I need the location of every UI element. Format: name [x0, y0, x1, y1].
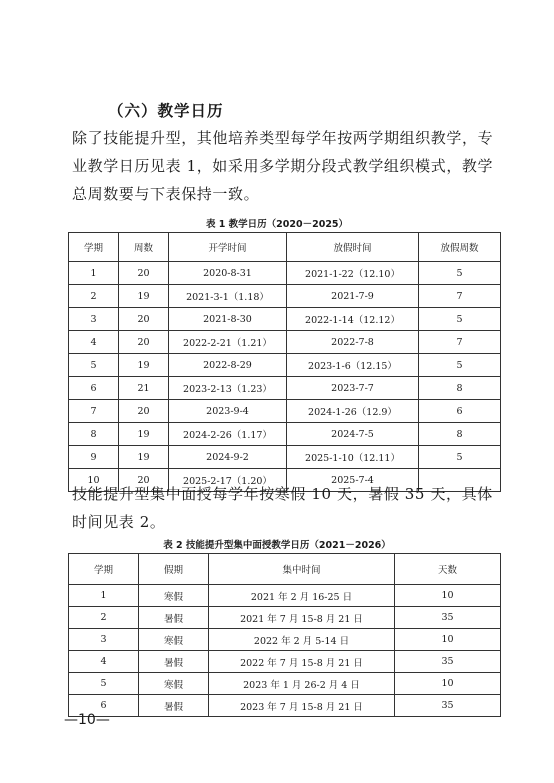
intro-paragraph: 除了技能提升型，其他培养类型每学年按两学期组织教学，专业教学日历见表 1，如采用多学期分段式教学组织模式，教学总周数要与下表保持一致。 [72, 129, 494, 203]
table-cell: 2023 年 7 月 15-8 月 21 日 [209, 695, 395, 717]
table-cell: 7 [419, 331, 501, 354]
table-cell: 35 [395, 607, 501, 629]
column-header: 周数 [119, 233, 169, 262]
table-cell: 2022 年 7 月 15-8 月 21 日 [209, 651, 395, 673]
table-cell: 35 [395, 695, 501, 717]
table-cell: 2021 年 2 月 16-25 日 [209, 585, 395, 607]
table-cell: 6 [419, 400, 501, 423]
table-cell: 2022-1-14（12.12） [287, 308, 419, 331]
table-cell: 10 [395, 585, 501, 607]
table-row [69, 607, 501, 629]
table-cell: 寒假 [139, 585, 209, 607]
teaching-calendar-table [68, 232, 501, 492]
table-cell: 4 [69, 331, 119, 354]
column-header: 放假周数 [419, 233, 501, 262]
skills-paragraph: 技能提升型集中面授每学年按寒假 10 天，暑假 35 天，具体时间见表 2。 [72, 485, 493, 531]
table-cell: 19 [119, 446, 169, 469]
page-number: —10— [64, 712, 110, 728]
table-cell: 3 [69, 629, 139, 651]
table-cell: 2023-9-4 [169, 400, 287, 423]
table-cell: 寒假 [139, 673, 209, 695]
table-cell: 2024-7-5 [287, 423, 419, 446]
column-header: 放假时间 [287, 233, 419, 262]
table-row [69, 400, 501, 423]
table-cell: 10 [69, 469, 119, 492]
table-cell: 2021-1-22（12.10） [287, 262, 419, 285]
column-header: 开学时间 [169, 233, 287, 262]
table2-caption: 表 2 技能提升型集中面授教学日历（2021－2026） [163, 540, 391, 551]
table-cell: 2023 年 1 月 26-2 月 4 日 [209, 673, 395, 695]
intensive-calendar-table [68, 553, 501, 717]
table-cell: 20 [119, 400, 169, 423]
table-cell: 1 [69, 262, 119, 285]
table-cell: 2024-1-26（12.9） [287, 400, 419, 423]
column-header: 天数 [395, 554, 501, 585]
table-cell: 暑假 [139, 651, 209, 673]
section-heading: （六）教学日历 [108, 102, 224, 120]
table-cell: 4 [69, 651, 139, 673]
table-cell: 10 [395, 673, 501, 695]
table-cell: 2023-1-6（12.15） [287, 354, 419, 377]
table-cell: 2022-2-21（1.21） [169, 331, 287, 354]
table-cell: 2021 年 7 月 15-8 月 21 日 [209, 607, 395, 629]
table-cell: 8 [69, 423, 119, 446]
column-header: 假期 [139, 554, 209, 585]
table-cell: 2 [69, 285, 119, 308]
table-cell: 2024-2-26（1.17） [169, 423, 287, 446]
table-row [69, 673, 501, 695]
table-cell: 暑假 [139, 695, 209, 717]
table-cell: 2025-1-10（12.11） [287, 446, 419, 469]
table-row [69, 585, 501, 607]
table-cell: 1 [69, 585, 139, 607]
table-row [69, 308, 501, 331]
table-cell: 5 [419, 262, 501, 285]
table-cell: 20 [119, 262, 169, 285]
table-row [69, 423, 501, 446]
table-row [69, 331, 501, 354]
table-cell: 10 [395, 629, 501, 651]
table-cell: 2024-9-2 [169, 446, 287, 469]
table-cell: 寒假 [139, 629, 209, 651]
table-row [69, 629, 501, 651]
table-cell: 5 [419, 446, 501, 469]
table-cell: 19 [119, 285, 169, 308]
table-cell: 2 [69, 607, 139, 629]
table-cell: 2023-2-13（1.23） [169, 377, 287, 400]
table-row [69, 377, 501, 400]
table-cell: 19 [119, 354, 169, 377]
table-cell: 20 [119, 469, 169, 492]
table-cell: 2022 年 2 月 5-14 日 [209, 629, 395, 651]
table-cell: 2021-3-1（1.18） [169, 285, 287, 308]
table-cell: 7 [69, 400, 119, 423]
table-cell: 6 [69, 695, 139, 717]
table-cell: 8 [419, 377, 501, 400]
table-cell: 2021-8-30 [169, 308, 287, 331]
table-header-row [69, 233, 501, 262]
table-cell: 20 [119, 331, 169, 354]
table-cell: 2020-8-31 [169, 262, 287, 285]
table-cell: 2021-7-9 [287, 285, 419, 308]
table-cell: 9 [69, 446, 119, 469]
table-cell: 2022-7-8 [287, 331, 419, 354]
table1-caption: 表 1 教学日历（2020－2025） [205, 219, 349, 230]
table-cell: 5 [69, 673, 139, 695]
table-cell: 6 [69, 377, 119, 400]
table-cell: 5 [419, 308, 501, 331]
table-cell: 7 [419, 285, 501, 308]
table-cell: 21 [119, 377, 169, 400]
table-row [69, 446, 501, 469]
table-cell: 暑假 [139, 607, 209, 629]
table-cell: 19 [119, 423, 169, 446]
column-header: 学期 [69, 554, 139, 585]
table-row [69, 354, 501, 377]
table-cell: 2022-8-29 [169, 354, 287, 377]
table-cell: 2025-2-17（1.20） [169, 469, 287, 492]
table-row [69, 651, 501, 673]
table-row [69, 262, 501, 285]
table-cell: 3 [69, 308, 119, 331]
table-cell: 8 [419, 423, 501, 446]
table-header-row [69, 554, 501, 585]
table-cell: 2023-7-7 [287, 377, 419, 400]
table-cell: 5 [419, 354, 501, 377]
table-cell: 35 [395, 651, 501, 673]
table-cell: 5 [69, 354, 119, 377]
table-row [69, 695, 501, 717]
table-row [69, 285, 501, 308]
table-cell: 20 [119, 308, 169, 331]
table-cell: 2025-7-4 [287, 469, 419, 492]
column-header: 学期 [69, 233, 119, 262]
column-header: 集中时间 [209, 554, 395, 585]
